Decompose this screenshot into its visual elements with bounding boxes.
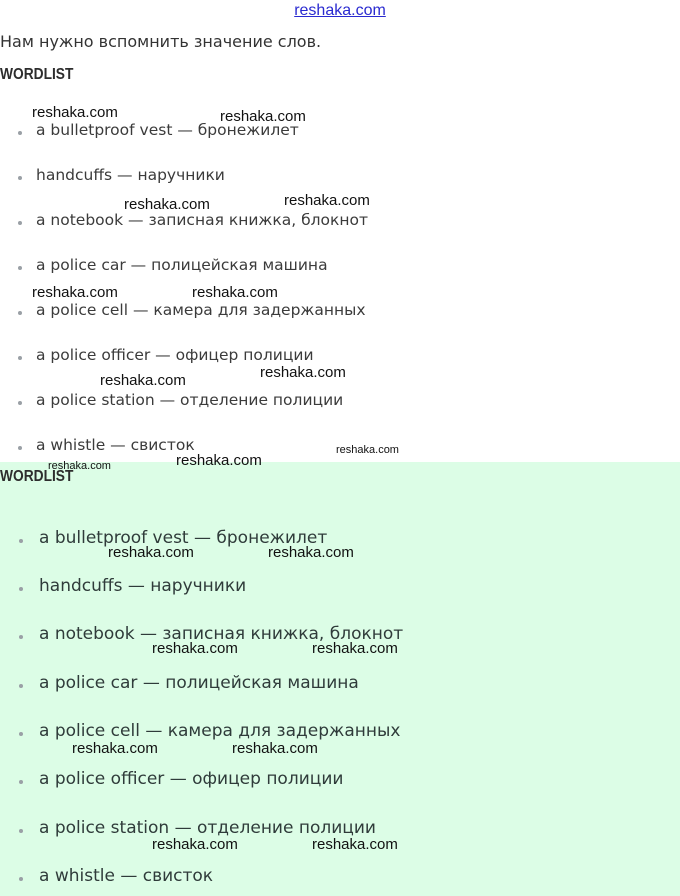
bullet-icon [18,221,22,225]
bullet-icon [18,401,22,405]
watermark: reshaka.com [312,640,398,657]
intro-text: Нам нужно вспомнить значение слов. [0,32,322,51]
watermark: reshaka.com [284,192,370,209]
watermark: reshaka.com [108,544,194,561]
watermark: reshaka.com [336,444,399,456]
watermark: reshaka.com [220,108,306,125]
watermark: reshaka.com [268,544,354,561]
watermark: reshaka.com [32,284,118,301]
bullet-icon [19,732,23,736]
watermark: reshaka.com [32,104,118,121]
watermark: reshaka.com [48,460,111,472]
watermark: reshaka.com [72,740,158,757]
bullet-icon [18,266,22,270]
bullet-icon [18,176,22,180]
wordlist-heading-2: WORDLIST [0,468,74,485]
watermark: reshaka.com [152,640,238,657]
watermark: reshaka.com [312,836,398,853]
bullet-icon [19,684,23,688]
wordlist-heading-1: WORDLIST [0,66,74,83]
bullet-icon [18,311,22,315]
site-link[interactable]: reshaka.com [294,2,386,19]
bullet-icon [19,780,23,784]
bullet-icon [19,587,23,591]
bullet-icon [18,446,22,450]
bullet-icon [19,539,23,543]
watermark: reshaka.com [260,364,346,381]
bullet-icon [19,635,23,639]
watermark: reshaka.com [176,452,262,469]
wordlist-panel: WORDLIST a bulletproof vest — бронежилет handcuffs — наручники a notebook — записная книжка, блокнот a police car — полицейская машина a police cell — камера для задержанных a police officer — офицер полиции a police station — отделение полиции a whistle — свисток [0,462,680,896]
bullet-icon [18,131,22,135]
bullet-icon [19,877,23,881]
watermark: reshaka.com [124,196,210,213]
watermark: reshaka.com [232,740,318,757]
bullet-icon [19,829,23,833]
bullet-icon [18,356,22,360]
watermark: reshaka.com [152,836,238,853]
watermark: reshaka.com [192,284,278,301]
watermark: reshaka.com [100,372,186,389]
